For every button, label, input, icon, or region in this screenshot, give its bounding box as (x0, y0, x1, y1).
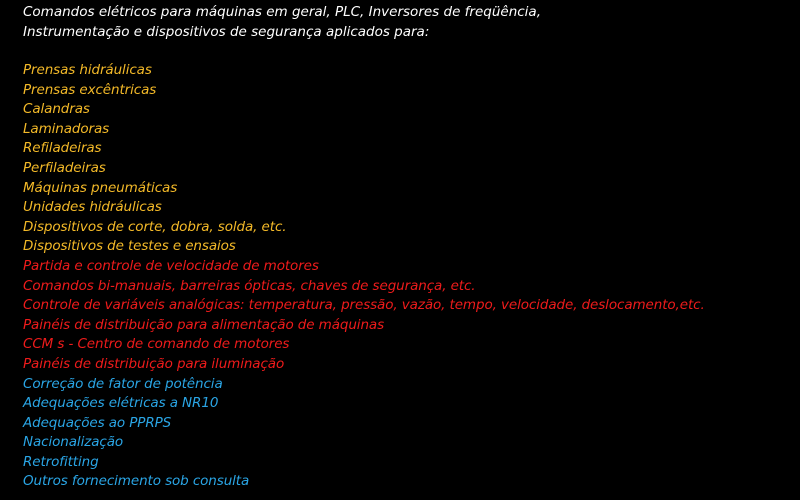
list-item-variaveis-analogicas: Controle de variáveis analógicas: temperatura, pressão, vazão, tempo, velocidade, deslocamento,etc. (23, 297, 705, 314)
list-item-outros: Outros fornecimento sob consulta (23, 473, 250, 490)
list-item-calandras: Calandras (23, 101, 90, 118)
list-item-retrofitting: Retrofitting (23, 453, 99, 470)
list-item-unidades-hidraulicas: Unidades hidráulicas (23, 199, 162, 216)
list-item-pprps: Adequações ao PPRPS (23, 414, 172, 431)
list-item-dispositivos-corte: Dispositivos de corte, dobra, solda, etc. (23, 218, 287, 235)
list-item-refiladeiras: Refiladeiras (23, 140, 102, 157)
intro-line-1: Comandos elétricos para máquinas em geral, PLC, Inversores de freqüência, (23, 4, 541, 20)
list-item-perfiladeiras: Perfiladeiras (23, 159, 106, 176)
list-item-nr10: Adequações elétricas a NR10 (23, 395, 219, 412)
list-item-dispositivos-testes: Dispositivos de testes e ensaios (23, 238, 236, 255)
intro-line-2: Instrumentação e dispositivos de segurança aplicados para: (23, 23, 430, 40)
list-item-paineis-iluminacao: Painéis de distribuição para iluminação (23, 355, 285, 372)
list-item-paineis-alimentacao: Painéis de distribuição para alimentação de máquinas (23, 316, 385, 333)
list-item-fator-potencia: Correção de fator de potência (23, 375, 223, 392)
list-item-partida-motores: Partida e controle de velocidade de motores (23, 257, 319, 274)
list-item-maquinas-pneumaticas: Máquinas pneumáticas (23, 179, 178, 196)
list-item-nacionalizacao: Nacionalização (23, 434, 124, 451)
list-item-prensas-excentricas: Prensas excêntricas (23, 81, 157, 98)
list-item-comandos-bimanuais: Comandos bi-manuais, barreiras ópticas, chaves de segurança, etc. (23, 277, 476, 294)
application-list (23, 61, 793, 492)
list-item-laminadoras: Laminadoras (23, 120, 110, 137)
list-item-prensas-hidraulicas: Prensas hidráulicas (23, 62, 152, 78)
intro-heading (23, 3, 793, 42)
list-item-ccm: CCM s - Centro de comando de motores (23, 336, 290, 353)
